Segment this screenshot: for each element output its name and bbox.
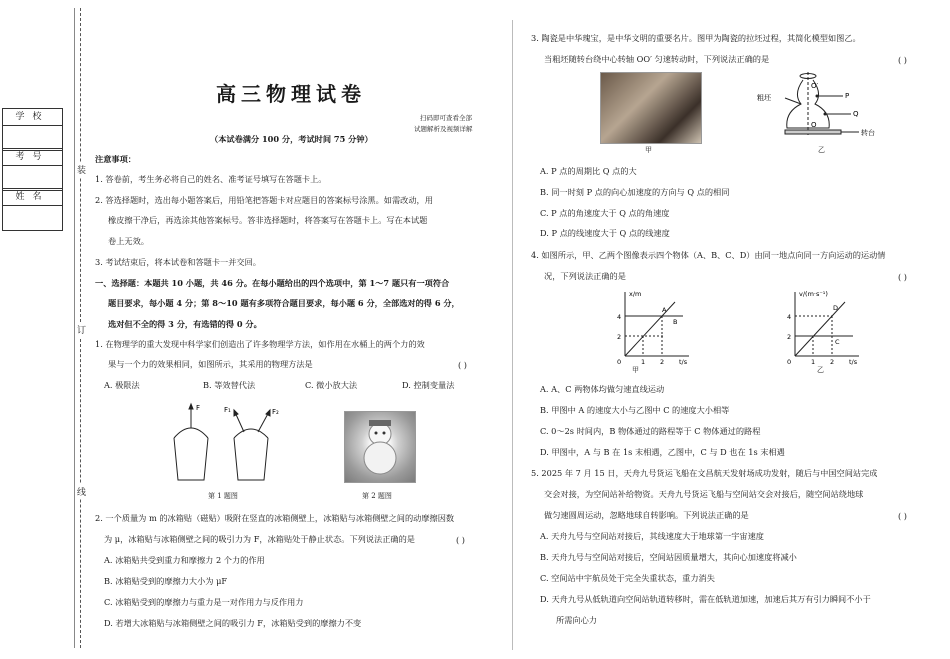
q4-option-c[interactable]: C. 0～2s 时间内，B 物体通过的路程等于 C 物体通过的路程 [540,426,761,436]
q4-option-d[interactable]: D. 甲图中，A 与 B 在 1s 末相遇，乙图中，C 与 D 也在 1s 末相遇 [540,447,785,457]
exam-number-label: 考号 [3,150,62,166]
jia-ytick: 4 [617,313,622,321]
jia-line-a: A [662,306,667,314]
q4-graph-yi [783,288,863,366]
notes-item: 2. 答选择题时，选出每小题答案后，用铅笔把答题卡对应题目的答案标号涂黑。如需改动，用 [95,195,433,205]
yi-ylabel: v/(m·s⁻¹) [799,290,828,298]
label-o: O [811,121,817,129]
jia-xlabel: t/s [679,358,688,366]
q5-stem: 交会对接，为空间站补给物资。天舟九号货运飞船与空间站交会对接后，随空间站绕地球 [544,489,864,499]
yi-ytick: 4 [787,313,792,321]
binding-mark: 线 [77,484,86,499]
yi-ytick: 2 [787,333,792,341]
q3-figure-pottery-photo [600,72,702,144]
q2-stem: 为 μ，冰箱贴与冰箱侧壁之间的吸引力为 F，冰箱贴处于静止状态。下列说法正确的是 [104,534,415,544]
q3-figure-model [755,70,895,145]
yi-line-d: D [833,304,839,312]
notes-item: 卷上无效。 [108,236,149,246]
jia-ylabel: x/m [629,290,642,298]
label-p: P [845,92,850,100]
q1-option-b[interactable]: B. 等效替代法 [203,380,256,390]
answer-paren[interactable]: ( ) [898,272,907,282]
q4-caption-yi: 乙 [817,366,824,374]
label-q: Q [853,110,859,118]
force-label-f2: F₂ [272,408,279,416]
binding-border [74,8,75,648]
label-o-prime: O′ [811,82,819,90]
q4-option-a[interactable]: A. A、C 两物体均做匀速直线运动 [540,384,665,394]
binding-mark: 订 [77,322,86,337]
scan-note-1: 扫码即可查看全部 [420,114,472,122]
column-divider [512,20,513,650]
yi-xlabel: t/s [849,358,858,366]
q4-option-b[interactable]: B. 甲图中 A 的速度大小与乙图中 C 的速度大小相等 [540,405,730,415]
jia-xtick: 2 [660,358,665,366]
notes-item: 1. 答卷前，考生务必将自己的姓名、准考证号填写在答题卡上。 [95,174,327,184]
jia-xtick: 1 [641,358,646,366]
q3-option-a[interactable]: A. P 点的周期比 Q 点的大 [540,166,637,176]
answer-paren[interactable]: ( ) [458,360,467,370]
q3-stem: 当粗坯随转台绕中心转轴 OO′ 匀速转动时，下列说法正确的是 [544,54,770,64]
notes-item: 3. 考试结束后，将本试卷和答题卡一并交回。 [95,257,261,267]
name-field[interactable] [2,188,63,231]
school-field[interactable] [2,108,63,151]
q2-option-b[interactable]: B. 冰箱贴受到的摩擦力大小为 μF [104,576,228,586]
q2-figure-caption: 第 2 题图 [362,492,392,500]
q3-option-c[interactable]: C. P 点的角速度大于 Q 点的角速度 [540,208,670,218]
notes-heading: 注意事项： [95,154,136,164]
jia-line-b: B [673,318,678,326]
force-label-f1: F₁ [224,406,231,414]
section-instructions: 题目要求，每小题 4 分；第 8～10 题有多项符合题目要求，每小题 6 分，全部选对的得 6 分， [108,298,460,308]
notes-item: 橡皮擦干净后，再选涂其他答案标号。答非选择题时，将答案写在答题卡上。写在本试题 [108,215,428,225]
q3-caption-jia: 甲 [645,146,652,154]
q2-figure-fridge-magnet [344,411,416,483]
answer-paren[interactable]: ( ) [456,535,465,545]
q5-stem: 5. 2025 年 7 月 15 日，天舟九号货运飞船在文昌航天发射场成功发射，随后与中国空间站完成 [531,468,878,478]
scan-note-2: 试题解析及视频详解 [414,125,473,133]
q5-option-d[interactable]: D. 天舟九号从低轨道向空间站轨道转移时，需在低轨道加速，加速后其万有引力瞬间不小于 [540,594,871,604]
answer-paren[interactable]: ( ) [898,511,907,521]
q4-graph-jia [613,288,693,366]
binding-mark: 装 [77,162,86,177]
answer-paren[interactable]: ( ) [898,55,907,65]
label-turntable: 转台 [861,129,875,137]
q2-option-c[interactable]: C. 冰箱贴受到的摩擦力与重力是一对作用力与反作用力 [104,597,304,607]
page-title: 高三物理试卷 [216,82,366,106]
q1-stem: 1. 在物理学的重大发现中科学家们创造出了许多物理学方法，如作用在水桶上的两个力的效 [95,339,425,349]
q1-option-a[interactable]: A. 极限法 [104,380,140,390]
yi-xtick: 1 [811,358,816,366]
jia-origin: 0 [617,358,622,366]
q1-stem: 果与一个力的效果相同，如图所示，其采用的物理方法是 [108,359,313,369]
q3-caption-yi: 乙 [818,146,825,154]
q4-stem: 4. 如图所示，甲、乙两个图像表示四个物体（A、B、C、D）由同一地点向同一方向运动的运动情 [531,250,886,260]
q3-option-b[interactable]: B. 同一时刻 P 点的向心加速度的方向与 Q 点的相同 [540,187,730,197]
bucket-double [234,410,270,480]
q2-option-d[interactable]: D. 若增大冰箱贴与冰箱侧壁之间的吸引力 F，冰箱贴受到的摩擦力不变 [104,618,362,628]
q2-stem: 2. 一个质量为 m 的冰箱贴（磁贴）吸附在竖直的冰箱侧壁上，冰箱贴与冰箱侧壁之间的动摩擦因数 [95,513,455,523]
q4-stem: 况，下列说法正确的是 [544,271,626,281]
q3-option-d[interactable]: D. P 点的线速度大于 Q 点的线速度 [540,228,670,238]
q4-caption-jia: 甲 [632,366,639,374]
jia-ytick: 2 [617,333,622,341]
q5-option-b[interactable]: B. 天舟九号与空间站对接后，空间站因质量增大，其向心加速度将减小 [540,552,797,562]
yi-origin: 0 [787,358,792,366]
q5-option-d-cont: 所需向心力 [556,615,597,625]
q5-stem: 做匀速圆周运动，忽略地球自转影响。下列说法正确的是 [544,510,749,520]
q5-option-c[interactable]: C. 空间站中宇航员处于完全失重状态，重力消失 [540,573,715,583]
bucket-single [174,404,208,480]
q1-option-c[interactable]: C. 微小放大法 [305,380,358,390]
name-label: 姓名 [3,190,62,206]
force-label-f: F [196,404,201,412]
exam-subtitle: （本试卷满分 100 分，考试时间 75 分钟） [210,134,373,144]
q3-stem: 3. 陶瓷是中华瑰宝，是中华文明的重要名片。图甲为陶瓷的拉坯过程，其简化模型如图乙。 [531,33,861,43]
section-instructions: 选对但不全的得 3 分，有选错的得 0 分。 [108,319,262,329]
q5-option-a[interactable]: A. 天舟九号与空间站对接后，其线速度大于地球第一宇宙速度 [540,531,764,541]
q1-figure-caption: 第 1 题图 [208,492,238,500]
yi-xtick: 2 [830,358,835,366]
q2-option-a[interactable]: A. 冰箱贴共受到重力和摩擦力 2 个力的作用 [104,555,265,565]
exam-number-field[interactable] [2,148,63,191]
q1-option-d[interactable]: D. 控制变量法 [402,380,455,390]
school-label: 学校 [3,110,62,126]
label-rough-blank: 粗坯 [757,94,771,102]
yi-line-c: C [835,338,840,346]
q1-figure-buckets [166,398,286,484]
section-instructions: 一、选择题：本题共 10 小题，共 46 分。在每小题给出的四个选项中，第 1～7 题只有一项符合 [95,278,450,288]
